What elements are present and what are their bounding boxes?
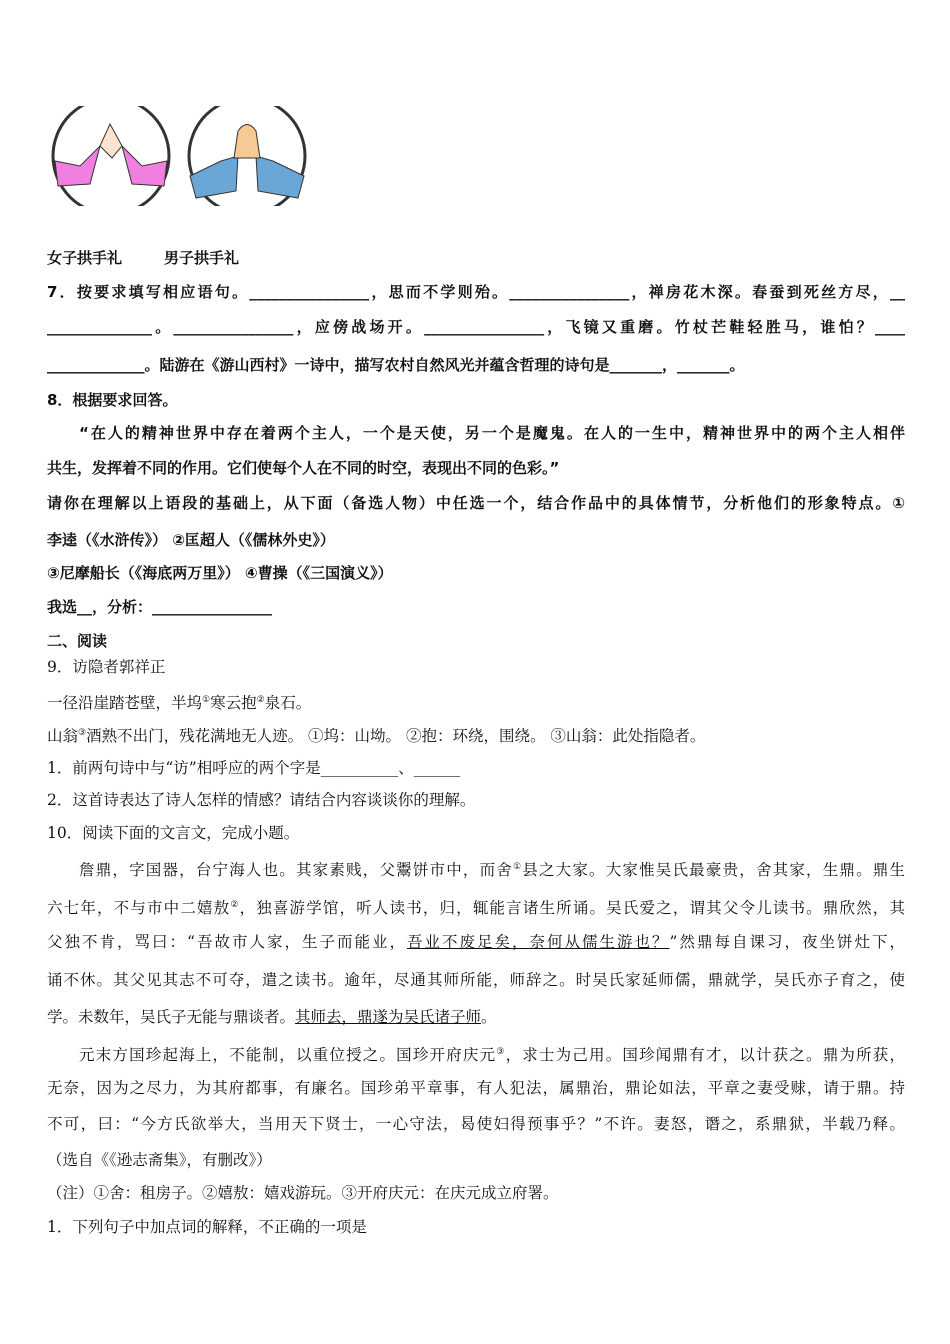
passage-source: （选自《《逊志斋集》，有删改》） (47, 1151, 272, 1169)
q9-sub2: 2．这首诗表达了诗人怎样的情感？请结合内容谈谈你的理解。 (47, 791, 476, 809)
figure-captions (47, 248, 239, 268)
passage-line: 诵不休。其父见其志不可夺，遣之读书。逾年，尽通其师所能，师辞之。时吴氏家延师儒，鼎就学，吴氏亦子育之，使 (47, 971, 905, 989)
female-salute-image (50, 106, 172, 206)
q8-options: ③尼摩船长（《海底两万里》） ④曹操（《三国演义》） (47, 564, 393, 582)
poem-line: 山翁③酒熟不出门，残花满地无人迹。 ①坞：山坳。 ②抱：环绕，围绕。 ③山翁：此处指隐者。 (47, 727, 706, 746)
caption-male: 男子拱手礼 (164, 249, 240, 267)
passage-line: 父独不肯，骂曰：“吾故市人家，生子而能业，吾业不废足矣，奈何从儒生游也？”然鼎每自课习，夜坐饼灶下， (47, 933, 905, 951)
q9-title: 9．访隐者郭祥正 (47, 658, 166, 676)
section-heading: 二、阅读 (47, 632, 108, 650)
passage-line: 詹鼎，字国器，台宁海人也。其家素贱，父鬻饼市中，而舍①县之大家。大家惟吴氏最豪贵，舍其家，生鼎。鼎生 (79, 861, 905, 880)
male-salute-image (186, 106, 308, 206)
passage-notes: （注）①舍：租房子。②嬉敖：嬉戏游玩。③开府庆元：在庆元成立府署。 (47, 1184, 559, 1202)
q10-title: 10．阅读下面的文言文，完成小题。 (47, 824, 300, 842)
passage-line: 学。未数年，吴氏子无能与鼎谈者。其师去，鼎遂为吴氏诸子师。 (47, 1008, 497, 1026)
q8-quote: 共生，发挥着不同的作用。它们使每个人在不同的时空，表现出不同的色彩。” (47, 459, 560, 477)
q8-title: 8．根据要求回答。 (47, 391, 178, 409)
q7-line: 7．按要求填写相应语句。________________，思而不学则殆。________________，禅房花木深。春蚕到死丝方尽，__ (47, 283, 905, 301)
q10-sub1: 1．下列句子中加点词的解释，不正确的一项是 (47, 1218, 367, 1236)
q9-sub1: 1．前两句诗中与“访”相呼应的两个字是__________、______ (47, 759, 461, 777)
q8-options: 李逵（《水浒传》） ②匡超人（《儒林外史》） (47, 531, 335, 549)
q8-answer: 我选__，分析：________________ (47, 598, 273, 616)
passage-line: 六七年，不与市中二嬉敖②，独喜游学馆，听人读书，归，辄能言诸生所诵。吴氏爱之，谓其父令儿读书。鼎欣然，其 (47, 899, 905, 918)
q7-line: ______________。________________，应傍战场开。________________，飞镜又重磨。竹杖芒鞋轻胜马，谁怕？____ (47, 318, 905, 336)
caption-female: 女子拱手礼 (47, 249, 123, 267)
poem-line: 一径沿崖踏苍壁，半坞①寒云抱②泉石。 (47, 694, 312, 713)
q8-prompt: 请你在理解以上语段的基础上，从下面（备选人物）中任选一个，结合作品中的具体情节，分析他们的形象特点。① (47, 494, 905, 512)
passage-line: 不可，曰：“今方氏欲举大，当用天下贤士，一心守法，曷使妇得预事乎？”不许。妻怒，谮之，系鼎狱，半载乃释。 (47, 1115, 905, 1133)
q8-quote: “在人的精神世界中存在着两个主人，一个是天使，另一个是魔鬼。在人的一生中，精神世界中的两个主人相伴 (79, 424, 905, 442)
q7-line: _____________。陆游在《游山西村》一诗中，描写农村自然风光并蕴含哲理的诗句是_______，_______。 (47, 356, 745, 374)
passage-line: 元末方国珍起海上，不能制，以重位授之。国珍开府庆元③，求士为己用。国珍闻鼎有才，以计获之。鼎为所获， (79, 1046, 905, 1065)
passage-line: 无奈，因为之尽力，为其府都事，有廉名。国珍弟平章事，有人犯法，属鼎治，鼎论如法，平章之妻受赇，请于鼎。持 (47, 1079, 905, 1097)
